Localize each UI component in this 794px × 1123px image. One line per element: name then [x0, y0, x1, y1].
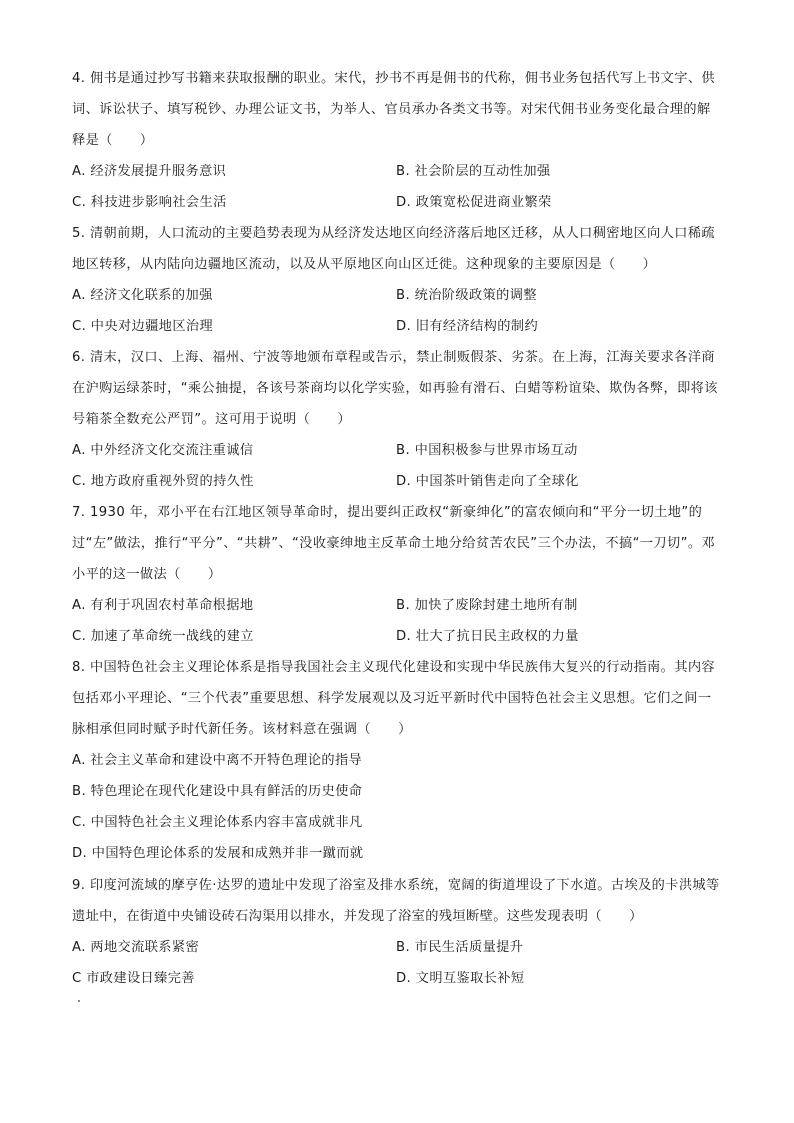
option-c[interactable]: C. 加速了革命统一战线的建立 [72, 629, 254, 644]
question-5 [72, 218, 724, 342]
option-b[interactable]: B. 统治阶级政策的调整 [396, 288, 537, 303]
option-a[interactable]: A. 中外经济文化交流注重诚信 [72, 443, 254, 458]
question-8 [72, 652, 724, 869]
question-6 [72, 342, 724, 497]
option-d[interactable]: D. 政策宽松促进商业繁荣 [396, 195, 552, 210]
option-c[interactable]: C. 科技进步影响社会生活 [72, 195, 227, 210]
stray-mark [78, 1000, 80, 1002]
option-a[interactable]: A. 社会主义革命和建设中离不开特色理论的指导 [72, 753, 363, 768]
option-b[interactable]: B. 中国积极参与世界市场互动 [396, 443, 578, 458]
option-d[interactable]: D. 中国特色理论体系的发展和成熟并非一蹴而就 [72, 846, 364, 861]
option-b[interactable]: B. 市民生活质量提升 [396, 940, 524, 955]
option-grid [72, 280, 724, 342]
option-grid [72, 156, 724, 218]
question-stem: 5. 清朝前期，人口流动的主要趋势表现为从经济发达地区向经济落后地区迁移，从人口稠密地区向人口稀疏地区转移，从内陆向边疆地区流动，以及从平原地区向山区迁徙。这种现象的主要原因是（ ） [72, 226, 715, 272]
question-4 [72, 63, 724, 218]
option-grid [72, 435, 724, 497]
option-b[interactable]: B. 社会阶层的互动性加强 [396, 164, 551, 179]
option-c[interactable]: C. 中国特色社会主义理论体系内容丰富成就非凡 [72, 815, 363, 830]
option-list [72, 745, 724, 869]
option-b[interactable]: B. 加快了废除封建土地所有制 [396, 598, 578, 613]
question-9 [72, 870, 724, 994]
option-d[interactable]: D. 壮大了抗日民主政权的力量 [396, 629, 579, 644]
question-stem: 8. 中国特色社会主义理论体系是指导我国社会主义现代化建设和实现中华民族伟大复兴的行动指南。其内容包括邓小平理论、“三个代表”重要思想、科学发展观以及习近平新时代中国特色社会主义思想。它们之间一脉相承但同时赋予时代新任务。该材料意在强调（ ） [72, 660, 715, 737]
option-b[interactable]: B. 特色理论在现代化建设中具有鲜活的历史使命 [72, 784, 363, 799]
option-grid [72, 932, 724, 994]
question-stem: 7. 1930 年，邓小平在右江地区领导革命时，提出要纠正政权“新豪绅化”的富农倾向和“平分一切土地”的过“左”做法，推行“平分”、“共耕”、“没收豪绅地主反革命土地分给贫苦农民”三个办法，不搞“一刀切”。邓小平的这一做法（ ） [72, 505, 715, 582]
option-grid [72, 590, 724, 652]
option-c[interactable]: C. 地方政府重视外贸的持久性 [72, 474, 254, 489]
option-d[interactable]: D. 文明互鉴取长补短 [396, 971, 525, 986]
question-stem: 4. 佣书是通过抄写书籍来获取报酬的职业。宋代，抄书不再是佣书的代称，佣书业务包括代写上书文字、供词、诉讼状子、填写税钞、办理公证文书，为举人、官员承办各类文书等。对宋代佣书业务变化最合理的解释是（ ） [72, 71, 715, 148]
option-a[interactable]: A. 两地交流联系紧密 [72, 940, 200, 955]
question-7 [72, 497, 724, 652]
option-c[interactable]: C. 中央对边疆地区治理 [72, 319, 214, 334]
option-d[interactable]: D. 中国茶叶销售走向了全球化 [396, 474, 579, 489]
option-a[interactable]: A. 经济文化联系的加强 [72, 288, 213, 303]
option-a[interactable]: A. 有利于巩固农村革命根据地 [72, 598, 254, 613]
question-stem: 6. 清末，汉口、上海、福州、宁波等地颁布章程或告示，禁止制贩假茶、劣茶。在上海，江海关要求各洋商在沪购运绿茶时，“乘公抽提，各该号茶商均以化学实验，如再验有滑石、白蜡等粉谊染、欺伪各弊，即将该号箱茶全数充公严罚”。这可用于说明（ ） [72, 350, 718, 427]
option-c[interactable]: C 市政建设日臻完善 [72, 971, 195, 986]
question-stem: 9. 印度河流域的摩亨佐·达罗的遗址中发现了浴室及排水系统，宽阔的街道埋设了下水道。古埃及的卡洪城等遗址中，在街道中央铺设砖石沟渠用以排水，并发现了浴室的残垣断壁。这些发现表明（ ） [72, 878, 720, 924]
option-a[interactable]: A. 经济发展提升服务意识 [72, 164, 227, 179]
option-d[interactable]: D. 旧有经济结构的制约 [396, 319, 539, 334]
